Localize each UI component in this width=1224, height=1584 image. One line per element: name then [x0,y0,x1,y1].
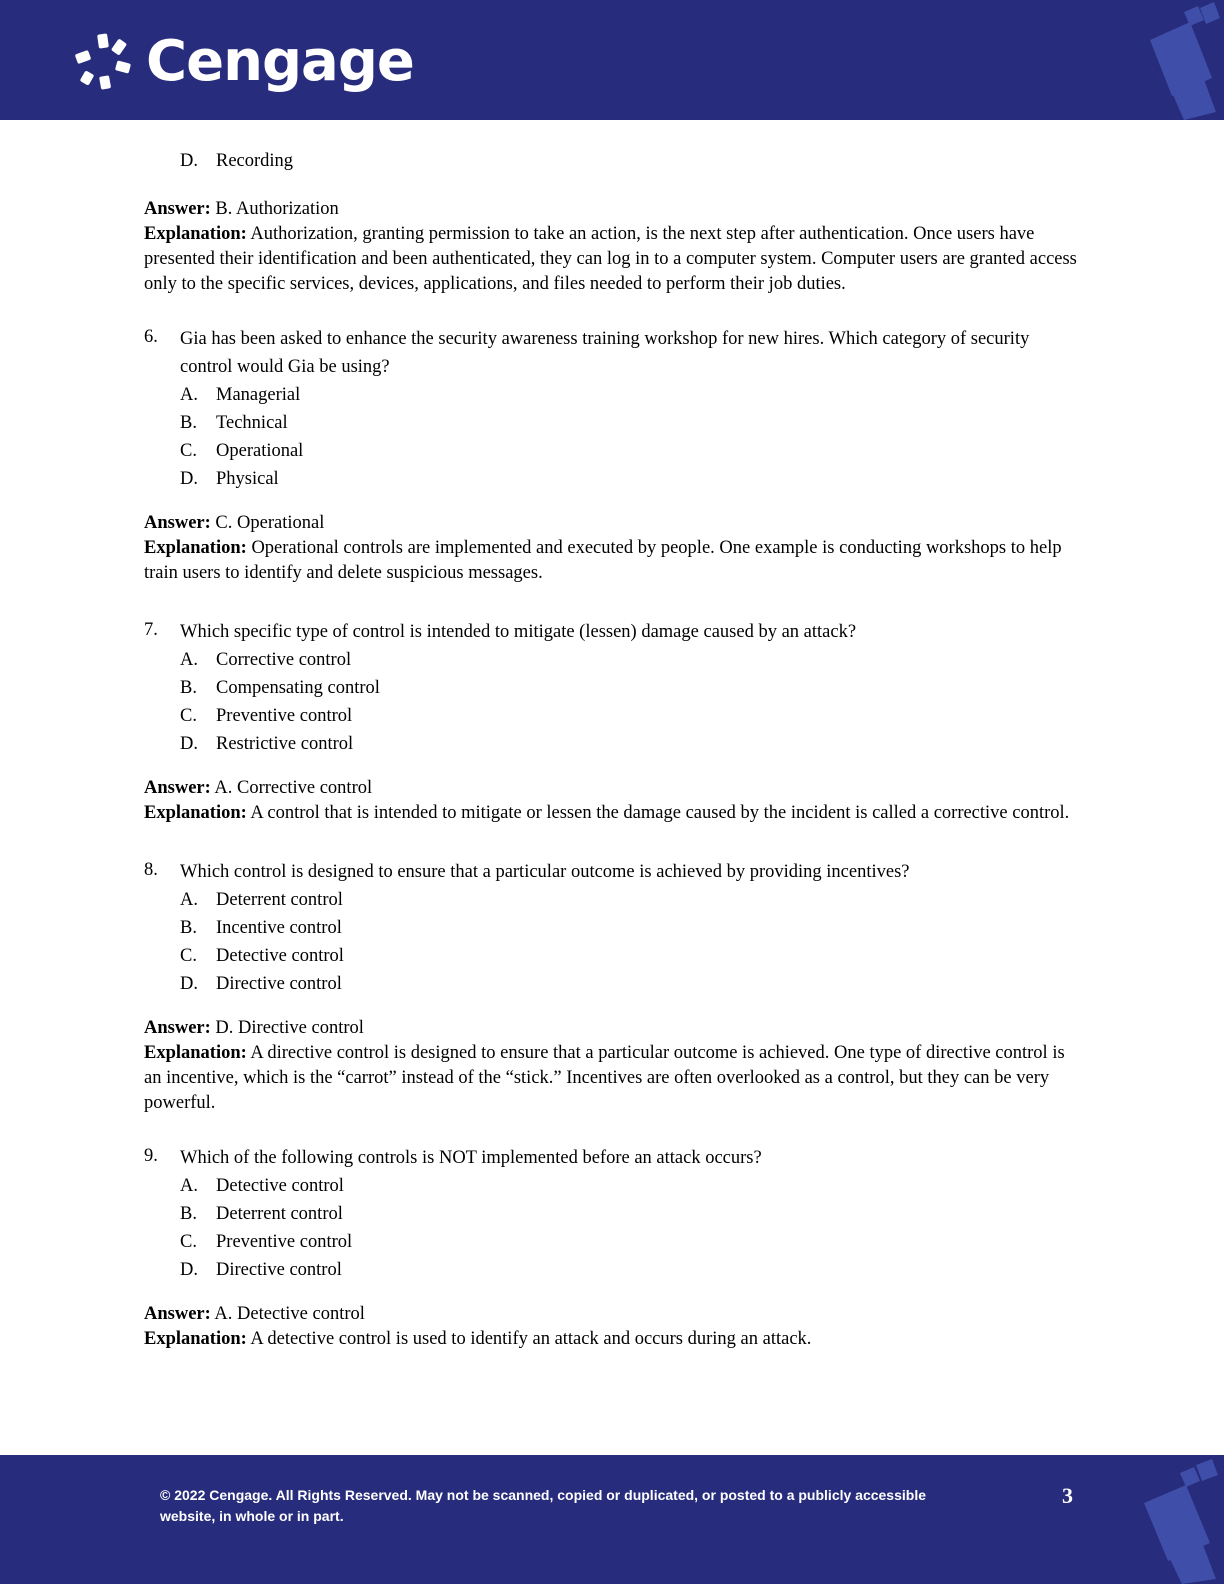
option [144,381,1084,409]
question-9 [144,1144,1084,1352]
page-number: 3 [1062,1483,1073,1508]
option-text: Managerial [216,384,301,405]
answer-block-7 [144,776,1084,826]
cengage-logo [72,30,414,94]
option-letter: D. [180,150,198,171]
option-text: Preventive control [216,705,353,726]
option [144,702,1084,730]
answer-label: Answer: [144,778,211,798]
brand-name: Cengage [146,29,414,94]
option [144,942,1084,970]
answer-block-6 [144,511,1084,586]
explanation-text: A control that is intended to mitigate or lessen the damage caused by the incident is called a corrective control. [250,803,1070,823]
option-letter: B. [180,412,197,433]
question-number: 6. [144,327,158,347]
option-letter: A. [180,384,198,405]
answer-label: Answer: [144,1304,211,1324]
option-text: Deterrent control [216,1203,343,1224]
question-number: 7. [144,620,158,640]
option-text: Recording [216,150,294,171]
option-text: Preventive control [216,1231,353,1252]
explanation-label: Explanation: [144,803,247,823]
answer-label: Answer: [144,1018,211,1038]
cengage-burst-icon [72,30,136,94]
answer-label: Answer: [144,199,211,219]
question-8 [144,858,1084,1116]
decorative-blocks-icon [1132,1455,1224,1584]
question-number: 9. [144,1146,158,1166]
option-letter: D. [180,468,198,489]
option-text: Detective control [216,1175,344,1196]
decorative-blocks-icon [1140,0,1224,120]
option-letter: B. [180,917,197,938]
option-letter: C. [180,440,197,461]
option [144,646,1084,674]
explanation-text: Operational controls are implemented and executed by people. One example is conducting workshops to help train users to identify and delete suspicious messages. [144,538,1062,583]
option-text: Restrictive control [216,733,354,754]
option [144,674,1084,702]
question-text: Which control is designed to ensure that a particular outcome is achieved by providing incentives? [180,862,910,882]
option-letter: C. [180,705,197,726]
explanation-text: Authorization, granting permission to take an action, is the next step after authentication. Once users have presented their identification and been authenticated, they can log in to a computer system. Computer users are granted access only to the specific services, devices, applications, and files needed to perform their job duties. [144,224,1077,294]
option [144,914,1084,942]
answer-text: C. Operational [215,513,325,533]
answer-text: A. Detective control [214,1304,365,1324]
answer-text: D. Directive control [215,1018,364,1038]
option-letter: C. [180,1231,197,1252]
explanation-label: Explanation: [144,224,247,244]
option-text: Incentive control [216,917,342,938]
option-text: Physical [216,468,279,489]
explanation-text: A detective control is used to identify an attack and occurs during an attack. [250,1329,812,1349]
option-letter: A. [180,649,198,670]
option [144,886,1084,914]
option-text: Technical [216,412,288,433]
option-letter: B. [180,677,197,698]
answer-block-5 [144,197,1084,297]
document-body [144,147,1084,1352]
answer-block-9 [144,1302,1084,1352]
option [144,730,1084,758]
option-text: Operational [216,440,304,461]
question-text: Which specific type of control is intended to mitigate (lessen) damage caused by an attack? [180,622,857,642]
option [144,465,1084,493]
question-text: Gia has been asked to enhance the security awareness training workshop for new hires. Which category of security control would Gia be using? [180,329,1030,377]
question-text: Which of the following controls is NOT implemented before an attack occurs? [180,1148,762,1168]
question-6 [144,325,1084,586]
answer-text: B. Authorization [215,199,339,219]
question-number: 8. [144,860,158,880]
option [144,1200,1084,1228]
option-text: Directive control [216,1259,342,1280]
answer-label: Answer: [144,513,211,533]
question-7 [144,618,1084,826]
option [144,970,1084,998]
page-header [0,0,1224,120]
option [144,1228,1084,1256]
option [144,409,1084,437]
option-text: Detective control [216,945,344,966]
explanation-label: Explanation: [144,538,247,558]
copyright-notice: © 2022 Cengage. All Rights Reserved. May not be scanned, copied or duplicated, or posted to a publicly accessible website, in whole or in part. [160,1487,927,1524]
option-text: Compensating control [216,677,380,698]
option-text: Deterrent control [216,889,343,910]
option-letter: A. [180,1175,198,1196]
page-footer [0,1455,1224,1584]
explanation-label: Explanation: [144,1043,247,1063]
option-letter: D. [180,973,198,994]
answer-text: A. Corrective control [214,778,373,798]
option-letter: B. [180,1203,197,1224]
option-text: Corrective control [216,649,352,670]
option [144,1172,1084,1200]
option-letter: C. [180,945,197,966]
option-letter: D. [180,1259,198,1280]
carryover-option [144,147,1084,175]
answer-block-8 [144,1016,1084,1116]
option-letter: A. [180,889,198,910]
option [144,437,1084,465]
option-text: Directive control [216,973,342,994]
option-letter: D. [180,733,198,754]
explanation-text: A directive control is designed to ensure that a particular outcome is achieved. One type of directive control is an incentive, which is the “carrot” instead of the “stick.” Incentives are often overlooked as a control, but they can be very powerful. [144,1043,1065,1113]
explanation-label: Explanation: [144,1329,247,1349]
option [144,1256,1084,1284]
